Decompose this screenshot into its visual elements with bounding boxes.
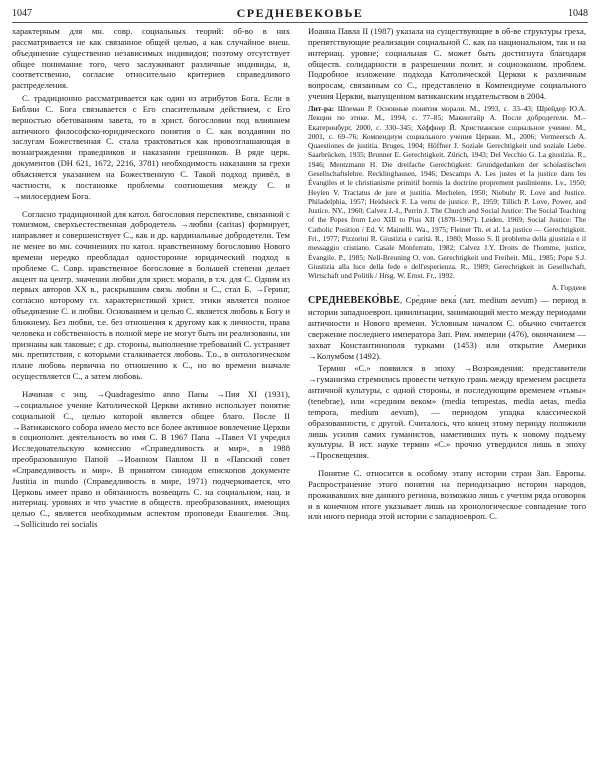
running-title: СРЕДНЕВЕКОВЬЕ — [236, 6, 364, 20]
right-paragraph-3: Понятие С. относится к особому этапу истории стран Зап. Европы. Распространение этого понятия на периодизацию истории народов, проживавших вне данного региона, возможно лишь с учетом ряда оговорок и в конечном итоге указывает лишь на хронологическое совпадение того или иного периода этой истории с западноевроп. С. — [308, 468, 586, 522]
entry-srednevekovye — [308, 295, 586, 361]
left-paragraph-1: характерным для мн. совр. социальных теорий: об-во в них рассматривается не как связанное общей целью, а как случайное внеш. объединение существенно независимых индивидов; поэтому отсутствует общее понимание того, чего заслуживают различные индивиды, и, соответственно, согласие относительно критериев справедливого распределения. — [12, 26, 290, 91]
literature-label: Лит-ра: — [308, 103, 335, 113]
running-header — [12, 6, 588, 22]
right-paragraph-1: Иоанна Павла II (1987) указала на существующие в об-ве структуры греха, препятствующие реализации социальной С. как на национальном, так и на интернац. уровне; социальная С. может быть достигнута благодаря обществ. солидарности в разрешении полит. и социоэконом. проблем. Подробное изложение подхода Католической Церкви к различным вопросам, связанным со С., представлено в Компендиуме социального учения Церкви, выпущенном ватиканским издательством в 2004. — [308, 26, 586, 102]
left-paragraph-2: С. традиционно рассматривается как один из атрибутов Бога. Если в Библии С. Бога связывается с Его спасительным действием, с Его верностью обетованиям завета, то в христ. богословии под влиянием античного философско-юридического понятия о С. как воздаянии по заслугам Божественная С. стала трактоваться как провозглашающая в вознаграждении праведников и наказании грешников. В ряде церк. документов (DH 621, 1672, 2216, 3781) необходимость наказания за грехи объясняется указанием на Божественную С. Такой подход привёл, в частности, к постановке проблемы соотношения между С. и →милосердием Бога. — [12, 93, 290, 201]
page-number-right: 1048 — [568, 8, 588, 19]
left-paragraph-3: Согласно традиционной для катол. богословия перспективе, связанной с томизмом, сверхъестественная добродетель →любви (caritas) формирует, направляет и совершенствует С., как и др. кардинальные добродетели. Тем не менее во мн. сочинениях по катол. нравственному богословию Нового времени нередко преобладал односторонне юридический подход к проблеме С. Совр. нравственное богословие в большей степени делает акцент на центр. значении любви для христ. морали, в т.ч. для С. Одним из первых авторов XX в., раскрывшим связь любви и С., стал Б. →Геринг, согласно которому гл. характеристикой христ. этики является полное объединение С. и любви. Основанием и целью С. является любовь к Богу и ближнему. Без любви, т.е. без отношения к другому как к личности, права человека и собственность в полной мере не могут быть ни реализованы, ни признаны как таковые; с др. стороны, выполнение требований С. устраняет мн. препятствия, с которыми сталкивается любовь. Т.о., в онтологическом плане любовь первична по отношению к С., но во времени вначале осуществляется С., а затем любовь. — [12, 208, 290, 382]
left-paragraph-4: Начиная с энц. →Quadragesimo anno Папы →Пия XI (1931), →социальное учение Католической Церкви активно использует понятие социальной С., целью которой является общее благо. После II →Ватиканского собора имело место все более активное вовлечение Церкви в социополит. деятельность во имя С. В 1967 Папа →Павел VI учредил Исследовательскую комиссию «Справедливость и мир», в 1988 преобразованную Папой →Иоанном Павлом II в «Папский совет «Справедливость и мир». В принятом синодом епископов документе Justitia in mundo (Справедливость в мире, 1971) подчеркивается, что Церковь имеет право и обязанность возвещать С. на социальном, нац. и интернац. уровнях и что участие в обществ. преобразованиях, имеющих целью С., является необходимым аспектом проповеди Евангелия. Энц. →Sollicitudo rei socialis — [12, 389, 290, 530]
page-number-left: 1047 — [12, 8, 32, 19]
right-paragraph-2: Термин «С.» появился в эпоху →Возрождения: представители →гуманизма стремились провести четкую грань между временем расцвета античной культуры, с одной стороны, и последующим временем «тьмы» (tenebrae), или «средним веком» (media tempestas, media aetas, media tempora, medium aevum), — периодом упадка классической образованности, с другой. Считалось, что конец этому периоду положили лишь усилия самих гуманистов, наметивших путь к новому подъему культуры. В ист. науке термин «С.» прочно утвердился лишь в эпоху →Просвещения. — [308, 363, 586, 461]
entry-definition: , Сре́дние века́ (лат. medium aevum) — период в истории западноевроп. цивилизации, занимающий место между периодами античности и Нового времени. Условным началом С. обычно считается свержение последнего императора Зап. Рим. империи (476), окончанием — захват Константинополя турками (1453) или открытие Америки →Колумбом (1492). — [308, 295, 586, 361]
left-column — [12, 26, 290, 758]
header-rule — [12, 22, 588, 23]
literature-text: Шпеман Р. Основные понятия морали. М., 1993, с. 33–43; Шрейдер Ю.А. Лекции по этике. М., 1994, с. 77–85; Макинтайр А. После добродетели. М.–Екатеринбург, 2000, с. 330–345; Хёффнер Й. Христианское социальное учение. М., 2001, с. 69–76; Компендиум социального учения Церкви. М., 2006; Vermeersch A. Quaestiones de justitia. Bruges, 1904; Höffner J. Soziale Gerechtigkeit und soziale Liebe. Saarbrücken, 1935; Brunner E. Gerechtigkeit. Zürich, 1943; Del Vecchio G. La giustizia. R., 1946; Mentzmann H. Die dreifache Gerechtigkeit: Grundgedanken der scholastischen Gesellschaftslehre. Recklinghausen, 1946; Descamps A. Les justes et la justice dans les Évangiles et le christianisme primitif hormis la doctrine proprement paulinienne. Lv., 1950; Heylen V. Tractatus de jure et justitia. Mechelen, 1950; Niebuhr R. Love and Justice. Philadelphia, 1957; Heidsieck F. La vertu de justice. P., 1959; Tillich P. Love, Power, and Justice. NY., 1960; Calvez J.-I., Perrin J. The Church and Social Justice: The Social Teaching of the Popes from Leo XIII to Pius XII (1878–1967). Leiden, 1969; Social Justice: The Catholic Position / Ed. V. Mainelli. Wa., 1975; Fleiner Th. et al. La justice — Gerechtigkeit. Fri., 1977; Pizzorini R. Giustizia e carità. R., 1980; Mosso S. Il problema della giustizia e il messaggio cristiano. Casale Monferrato, 1982; Calvez J.Y. Droits de l'homme, justice, Évangile. P., 1985; Nell-Breuning O. von. Gerechtigkeit und Freiheit. Mü., 1985; Pope S.J. Giustizia alla luce della fede e dell'esperienza. R., 1989; Gerechtigkeit in Gesellschaft, Wirtschaft und Politik / Hrsg. W. Ernst. Fr., 1992. — [308, 103, 586, 281]
article-author: А. Гордеев — [551, 282, 586, 292]
entry-headword: СРЕДНЕВЕКО́ВЬЕ — [308, 295, 400, 307]
right-column — [308, 26, 586, 758]
literature-list — [308, 104, 586, 281]
